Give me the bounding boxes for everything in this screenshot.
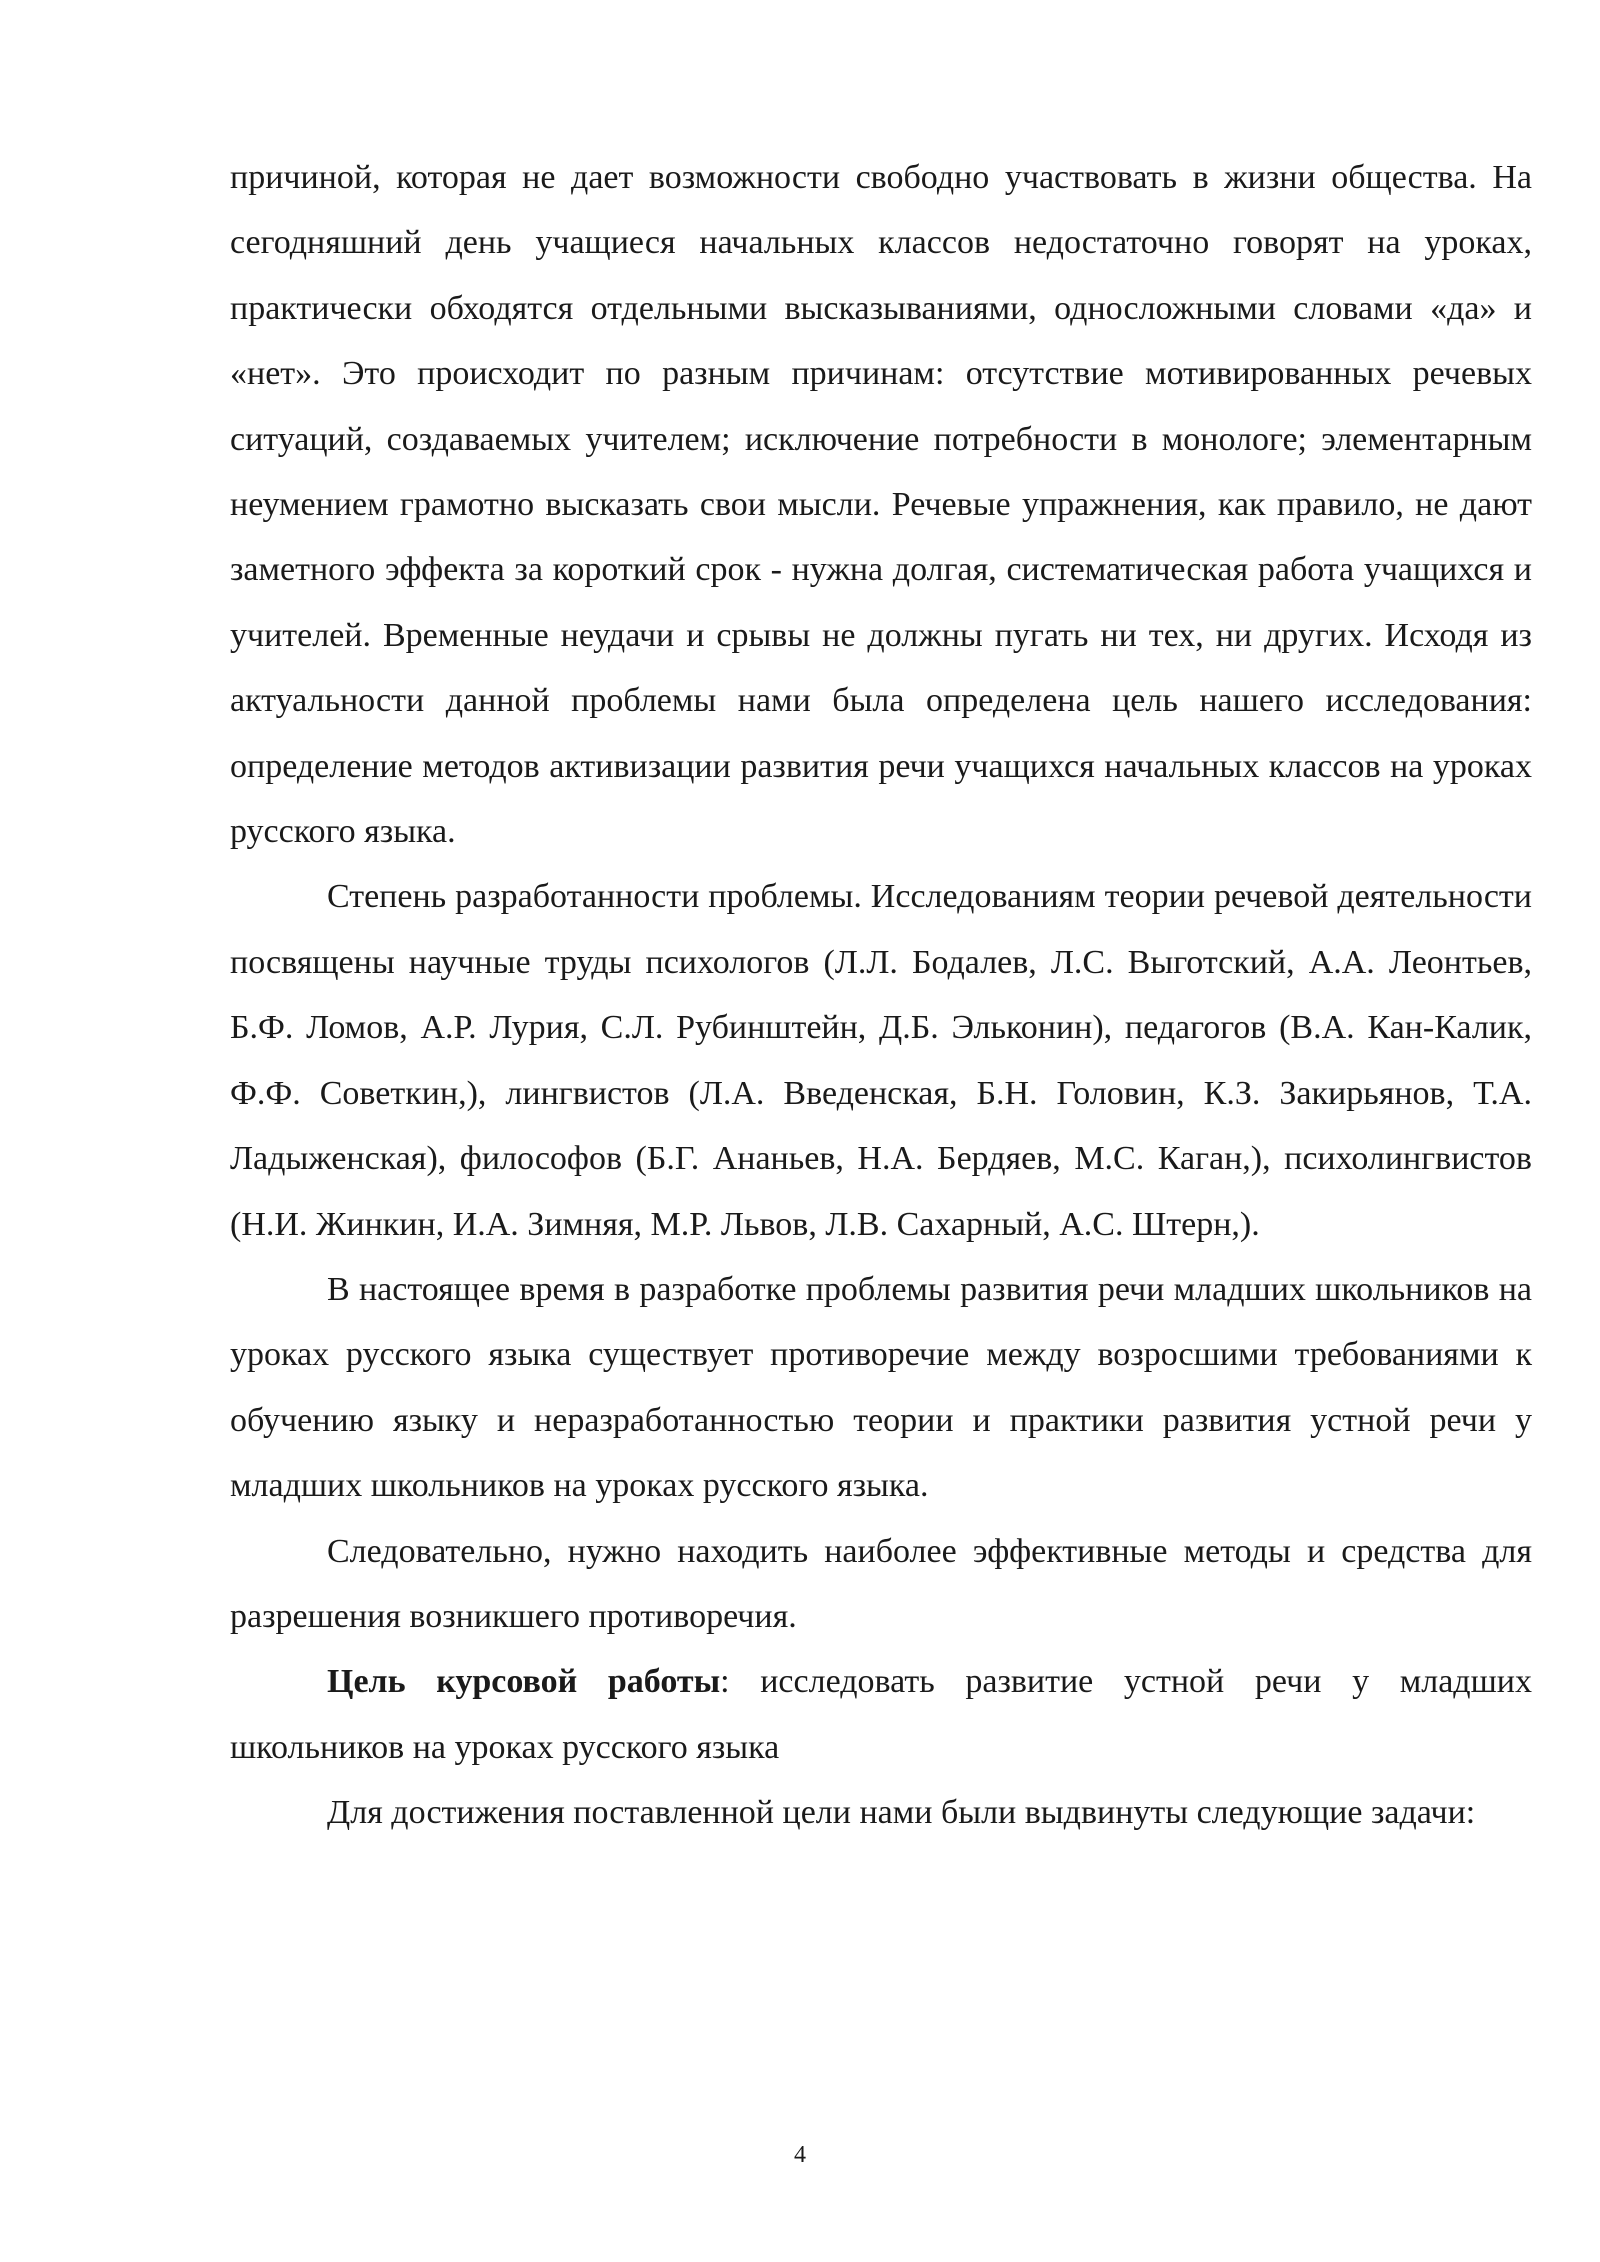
paragraph-tasks-intro: Для достижения поставленной цели нами были выдвинуты следующие задачи: — [327, 1794, 1476, 1832]
paragraph-consequently: Следовательно, нужно находить наиболее эффективные методы и средства для разрешения возникшего противоречия. — [230, 1532, 1532, 1635]
paragraph-goal — [230, 1649, 1532, 1780]
body-text — [230, 145, 1532, 1846]
paragraph-contradiction: В настоящее время в разработке проблемы развития речи младших школьников на уроках русского языка существует противоречие между возросшими требованиями к обучению языку и неразработанностью теории и практики развития устной речи у младших школьников на уроках русского языка. — [230, 1270, 1532, 1505]
paragraph-continuation: причиной, которая не дает возможности свободно участвовать в жизни общества. На сегодняшний день учащиеся начальных классов недостаточно говорят на уроках, практически обходятся отдельными высказываниями, односложными словами «да» и «нет». Это происходит по разным причинам: отсутствие мотивированных речевых ситуаций, создаваемых учителем; исключение потребности в монологе; элементарным неумением грамотно высказать свои мысли. Речевые упражнения, как правило, не дают заметного эффекта за короткий срок - нужна долгая, систематическая работа учащихся и учителей. Временные неудачи и срывы не должны пугать ни тех, ни других. Исходя из актуальности данной проблемы нами была определена цель нашего исследования: определение методов активизации развития речи учащихся начальных классов на уроках русского языка. — [230, 159, 1532, 851]
paragraph-problem-development: Степень разработанности проблемы. Исследованиям теории речевой деятельности посвящены научные труды психологов (Л.Л. Бодалев, Л.С. Выготский, А.А. Леонтьев, Б.Ф. Ломов, А.Р. Лурия, С.Л. Рубинштейн, Д.Б. Эльконин), педагогов (В.А. Кан-Калик, Ф.Ф. Советкин,), лингвистов (Л.А. Введенская, Б.Н. Головин, К.З. Закирьянов, Т.А. Ладыженская), философов (Б.Г. Ананьев, Н.А. Бердяев, М.С. Каган,), психолингвистов (Н.И. Жинкин, И.А. Зимняя, М.Р. Львов, Л.В. Сахарный, А.С. Штерн,). — [230, 878, 1532, 1243]
goal-text: : исследовать развитие устной речи у младших школьников на уроках русского языка — [230, 1663, 1532, 1766]
goal-heading: Цель курсовой работы — [327, 1663, 721, 1701]
page-number: 4 — [794, 2142, 806, 2168]
